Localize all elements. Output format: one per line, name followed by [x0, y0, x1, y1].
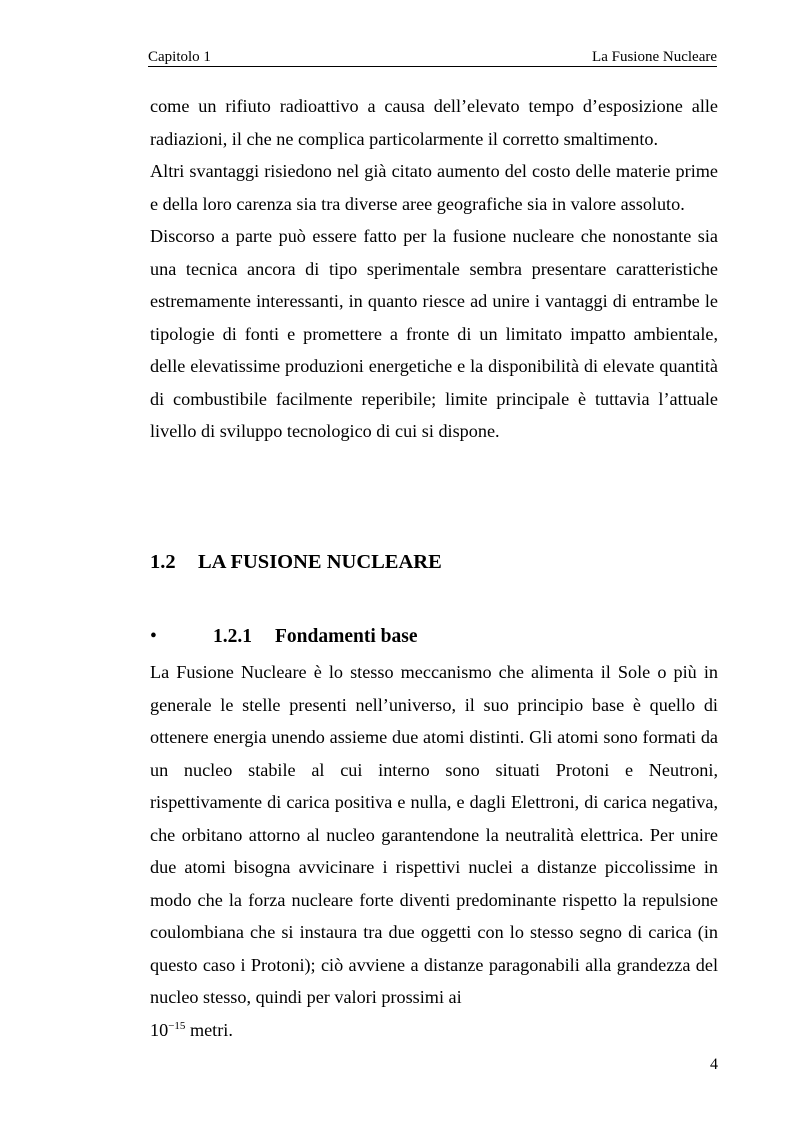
power-base: 10	[150, 1019, 169, 1040]
page-number: 4	[710, 1056, 718, 1073]
header-chapter: Capitolo 1	[148, 49, 211, 65]
fundamentals-text-block	[150, 656, 718, 1046]
section-title: LA FUSIONE NUCLEARE	[198, 551, 442, 573]
power-exponent: −15	[168, 1019, 186, 1032]
subsection-heading	[150, 623, 417, 651]
subsection-title: Fondamenti base	[275, 626, 418, 647]
section-heading	[150, 548, 442, 576]
unit-text: metri.	[189, 1019, 233, 1040]
header-title: La Fusione Nucleare	[592, 49, 717, 65]
paragraph-radioactive-waste: come un rifiuto radioattivo a causa dell’elevato tempo d’esposizione alle radiazioni, il che ne complica particolarmente il corretto smaltimento.	[150, 96, 718, 149]
intro-text-block	[150, 90, 718, 448]
paragraph-fusion-fundamentals	[150, 656, 718, 1046]
running-header	[148, 48, 717, 67]
paragraph-other-disadvantages: Altri svantaggi risiedono nel già citato aumento del costo delle materie prime e della loro carenza sia tra diverse aree geografiche sia in valore assoluto.	[150, 161, 718, 214]
paragraph-fusion-discussion: Discorso a parte può essere fatto per la fusione nucleare che nonostante sia una tecnica ancora di tipo sperimentale sembra presentare caratteristiche estremamente interessanti, in quanto riesce ad unire i vantaggi di entrambe le tipologie di fonti e promettere a fronte di un limitato impatto ambientale, delle elevatissime produzioni energetiche e la disponibilità di elevate quantità di combustibile facilmente reperibile; limite principale è tuttavia l’attuale livello di sviluppo tecnologico di cui si dispone.	[150, 226, 718, 441]
fundamentals-text: La Fusione Nucleare è lo stesso meccanismo che alimenta il Sole o più in generale le stelle presenti nell’universo, il suo principio base è quello di ottenere energia unendo assieme due atomi distinti. Gli atomi sono formati da un nucleo stabile al cui interno sono situati Protoni e Neutroni, rispettivamente di carica positiva e nulla, e dagli Elettroni, di carica negativa, che orbitano attorno al nucleo garantendone la neutralità elettrica. Per unire due atomi bisogna avvicinare i rispettivi nuclei a distanze piccolissime in modo che la forza nucleare forte diventi predominante rispetto la repulsione coulombiana che si instaura tra due oggetti con lo stesso segno di carica (in questo caso i Protoni); ciò avviene a distanze paragonabili alla grandezza del nucleo stesso, quindi per valori prossimi ai	[150, 662, 718, 1007]
subsection-number: 1.2.1	[213, 626, 252, 647]
bullet-icon: •	[150, 626, 157, 647]
section-number: 1.2	[150, 551, 176, 573]
